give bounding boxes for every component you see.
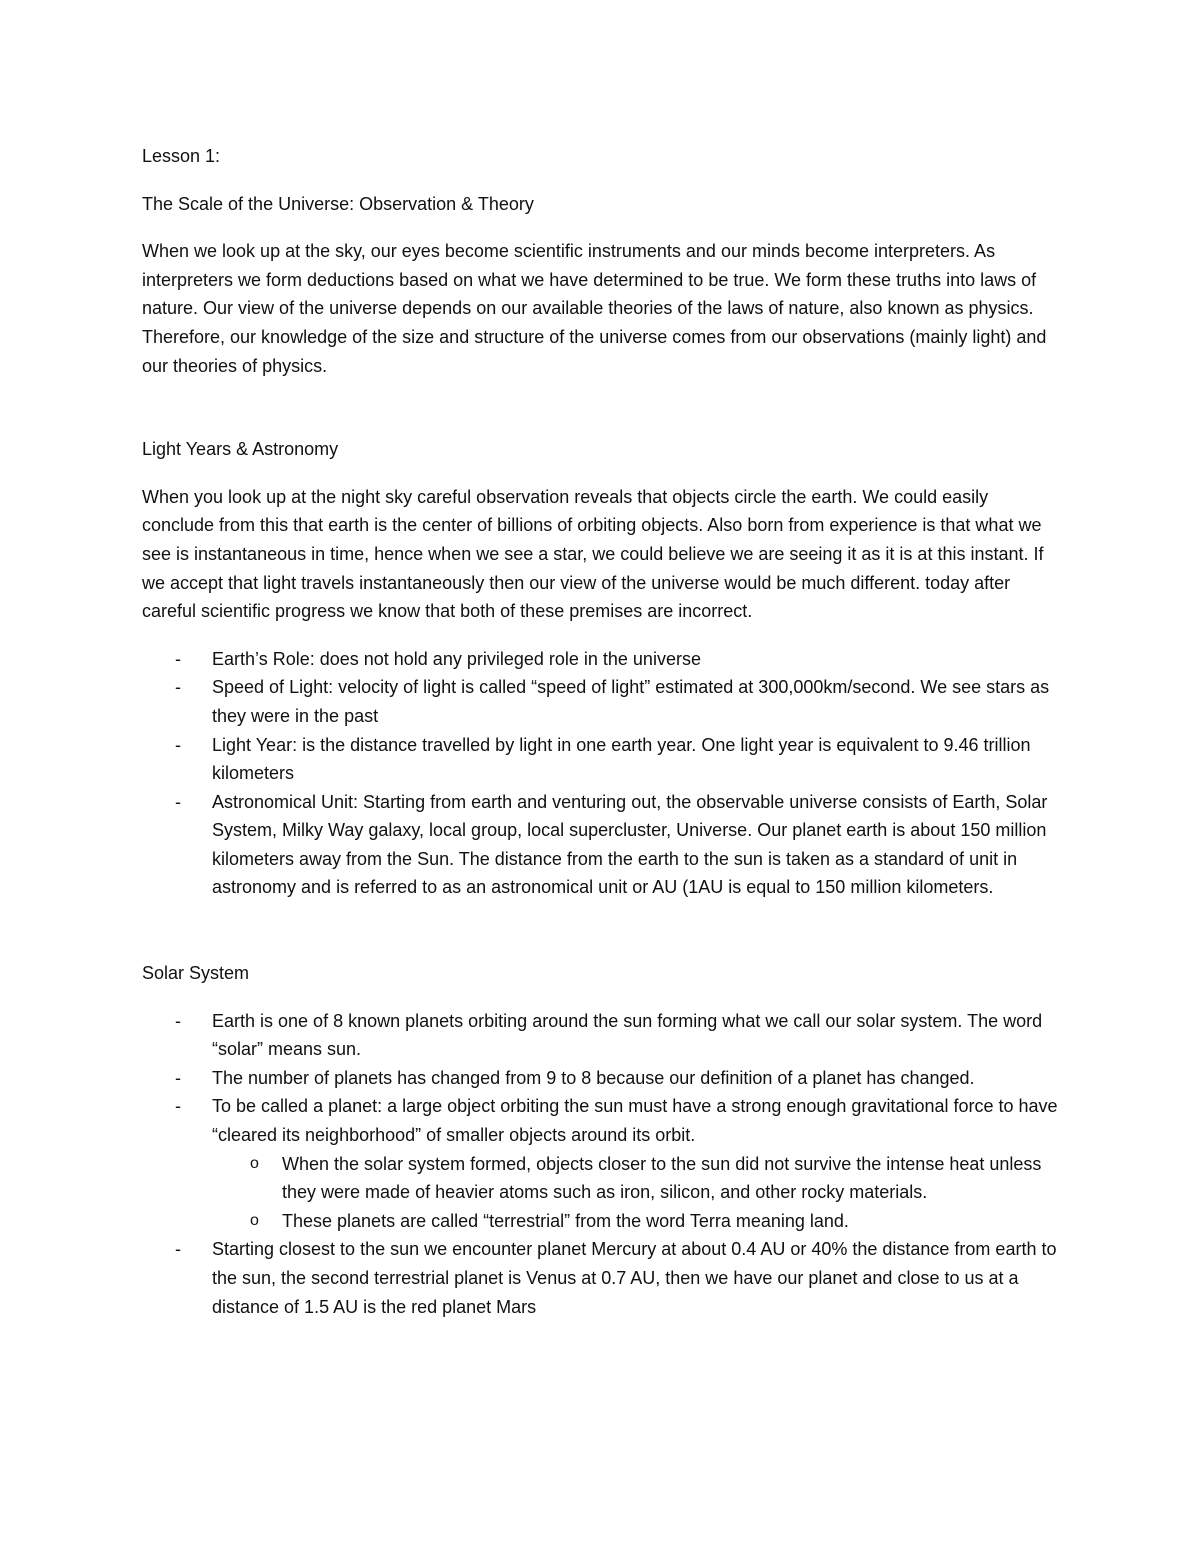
list-item: - Earth is one of 8 known planets orbiting around the sun forming what we call our solar system. The word “solar” means sun. xyxy=(142,1007,1060,1064)
sub-bullet-list xyxy=(212,1150,1060,1236)
list-item: - Speed of Light: velocity of light is called “speed of light” estimated at 300,000km/second. We see stars as they were in the past xyxy=(142,673,1060,730)
section-heading-solar-system: Solar System xyxy=(142,963,250,984)
sub-list-item xyxy=(212,1207,1060,1236)
list-item-text: To be called a planet: a large object orbiting the sun must have a strong enough gravitational force to have “cleared its neighborhood” of smaller objects around its orbit. xyxy=(212,1096,1058,1146)
document-title: The Scale of the Universe: Observation & Theory xyxy=(142,193,534,214)
sub-list-item xyxy=(212,1150,1060,1207)
sub-list-item-text: These planets are called “terrestrial” from the word Terra meaning land. xyxy=(282,1210,849,1231)
sub-bullet-marker: o xyxy=(250,1154,259,1172)
list-item: - Astronomical Unit: Starting from earth and venturing out, the observable universe consists of Earth, Solar System, Milky Way galaxy, local group, local supercluster, Universe. Our planet earth is about 150 million kilometers away from the Sun. The distance from the earth to the sun is taken as a standard of unit in astronomy and is referred to as an astronomical unit or AU (1AU is equal to 150 million kilometers. xyxy=(142,788,1060,902)
list-item xyxy=(142,1092,1060,1235)
light-years-paragraph: When you look up at the night sky careful observation reveals that objects circle the earth. We could easily conclude from this that earth is the center of billions of orbiting objects. Also born from experience is that what we see is instantaneous in time, hence when we see a star, we could believe we are seeing it as it is at this instant. If we accept that light travels instantaneously then our view of the universe would be much different. today after careful scientific progress we know that both of these premises are incorrect. xyxy=(142,486,1044,622)
sub-bullet-marker: o xyxy=(250,1211,259,1229)
list-item: - Starting closest to the sun we encounter planet Mercury at about 0.4 AU or 40% the distance from earth to the sun, the second terrestrial planet is Venus at 0.7 AU, then we have our planet and close to us at a distance of 1.5 AU is the red planet Mars xyxy=(142,1235,1060,1321)
sub-list-item-text: When the solar system formed, objects closer to the sun did not survive the intense heat unless they were made of heavier atoms such as iron, silicon, and other rocky materials. xyxy=(282,1153,1042,1203)
solar-system-bullet-list xyxy=(142,1007,1060,1322)
list-item: - Earth’s Role: does not hold any privileged role in the universe xyxy=(142,645,1060,674)
section-heading-light-years: Light Years & Astronomy xyxy=(142,439,339,460)
lesson-label: Lesson 1: xyxy=(142,146,221,166)
light-years-bullet-list xyxy=(142,645,1060,902)
list-item: - The number of planets has changed from 9 to 8 because our definition of a planet has changed. xyxy=(142,1064,1060,1093)
intro-paragraph: When we look up at the sky, our eyes become scientific instruments and our minds become interpreters. As interpreters we form deductions based on what we have determined to be true. We form these truths into laws of nature. Our view of the universe depends on our available theories of the laws of nature, also known as physics. Therefore, our knowledge of the size and structure of the universe comes from our observations (mainly light) and our theories of physics. xyxy=(142,241,1047,376)
list-item: - Light Year: is the distance travelled by light in one earth year. One light year is equivalent to 9.46 trillion kilometers xyxy=(142,731,1060,788)
